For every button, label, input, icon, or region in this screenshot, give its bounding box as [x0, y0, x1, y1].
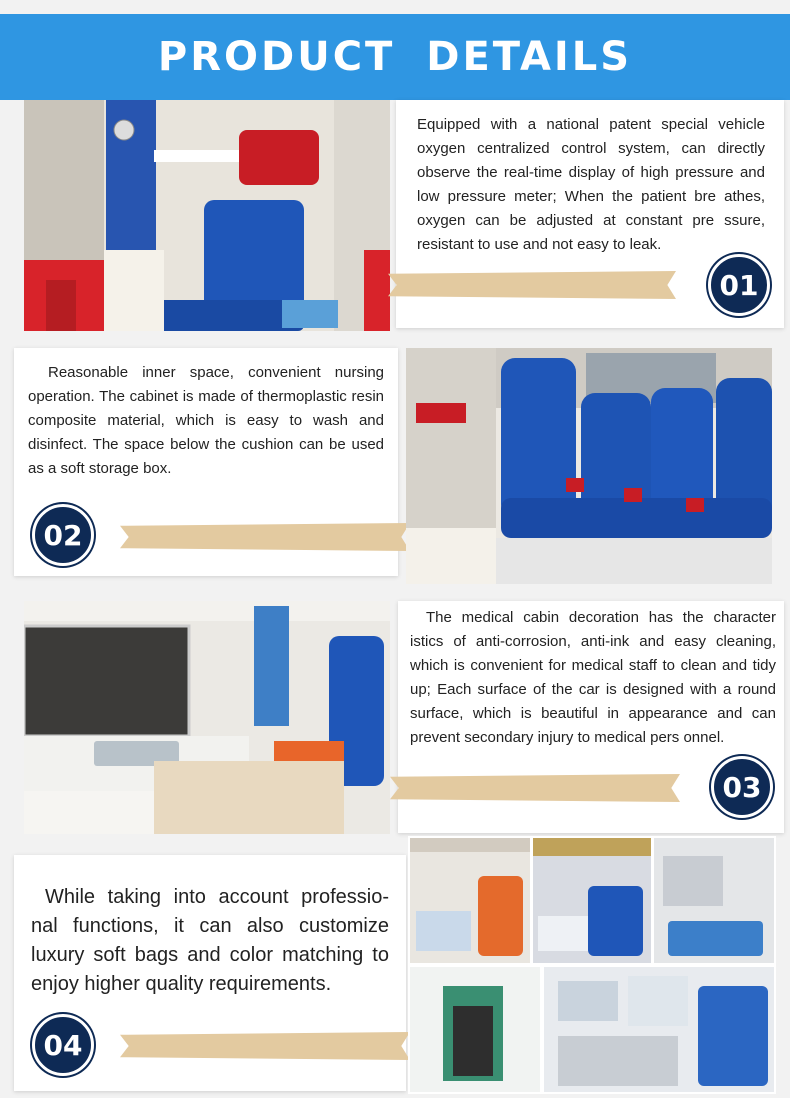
header-banner	[0, 14, 790, 100]
section-4-text: While taking into account professio- nal functions, it can also customize luxury soft bags and color matching to enjoy higher quality requirements.	[31, 886, 389, 995]
section-2-text: Reasonable inner space, convenient nursing operation. The cabinet is made of thermoplastic resin composite material, which is easy to wash and disinfect. The space below the cushion can be used as a soft storage box.	[28, 364, 384, 477]
tape-strip-3	[390, 774, 680, 802]
page-title: PRODUCT DETAILS	[157, 34, 633, 80]
tape-strip-1	[388, 271, 676, 299]
tape-strip-4	[120, 1032, 410, 1060]
section-1-text: Equipped with a national patent special vehicle oxygen centralized control system, can directly observe the real-time display of high pressure and low pressure meter; When the patient bre athes, oxygen can be adjusted at constant pre ssure, resistant to use and not easy to leak.	[417, 116, 765, 253]
badge-03: 03	[711, 756, 773, 818]
badge-04: 04	[32, 1014, 94, 1076]
badge-01: 01	[708, 254, 770, 316]
tape-strip-2	[120, 523, 410, 551]
badge-02: 02	[32, 504, 94, 566]
section-3-text: The medical cabin decoration has the character istics of anti-corrosion, anti-ink and easy cleaning, which is convenient for medical staff to clean and tidy up; Each surface of the car is designed with a round surface, which is beautiful in appearance and can prevent secondary injury to medical pers onnel.	[410, 609, 776, 746]
photo-blue-seats	[406, 348, 772, 584]
photo-oxygen-control	[24, 100, 390, 331]
photo-gallery	[408, 836, 776, 1094]
photo-medical-cabin	[24, 601, 390, 834]
